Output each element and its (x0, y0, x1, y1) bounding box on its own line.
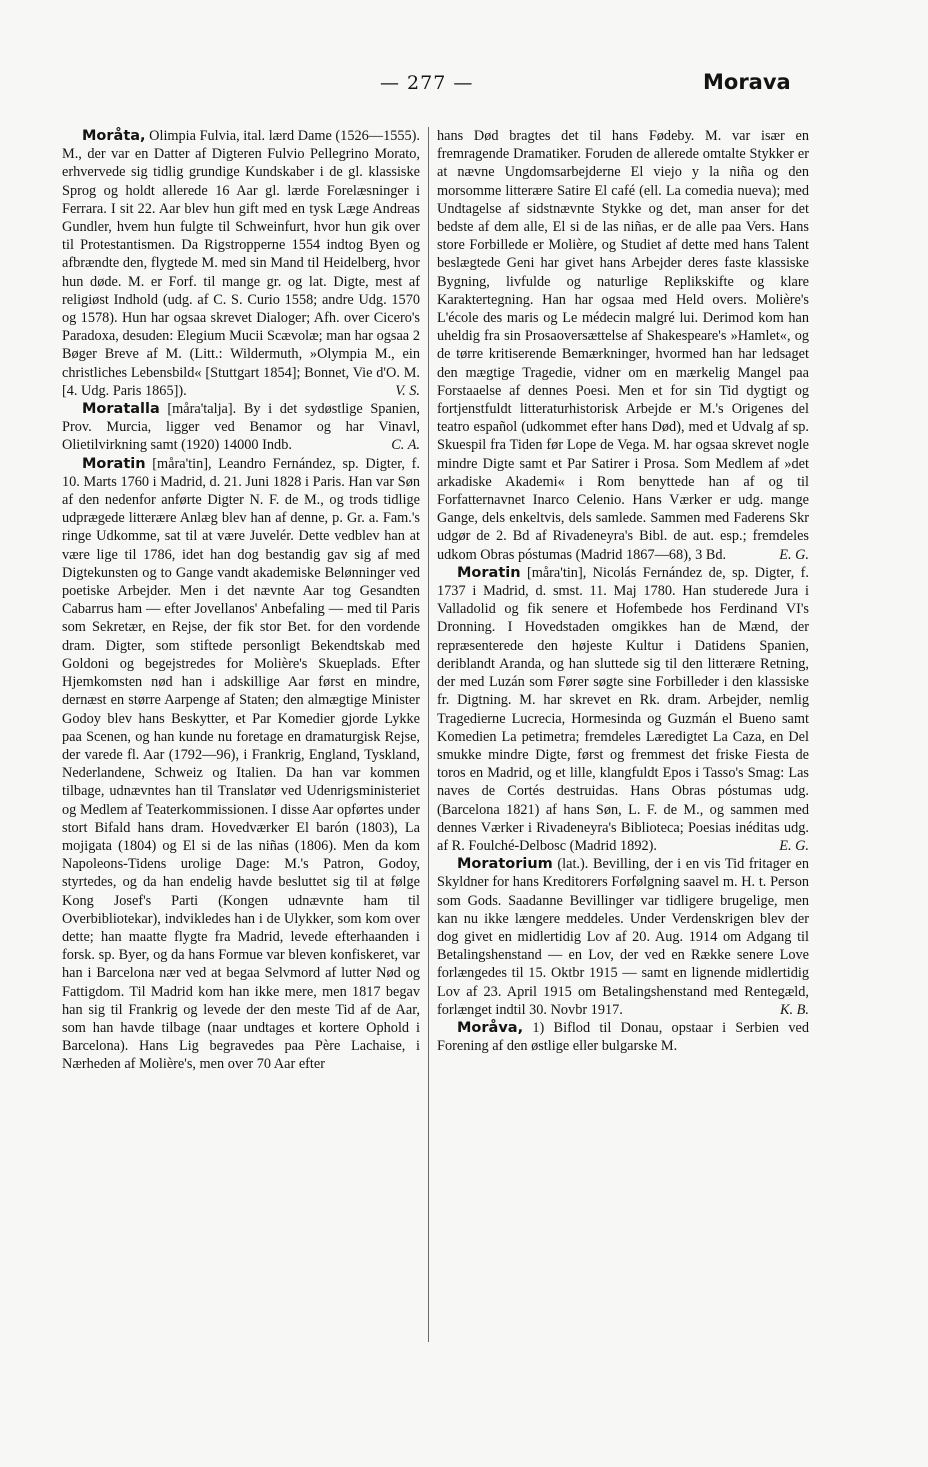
entry-headword: Moratorium (457, 856, 553, 873)
entry-signature: E. G. (779, 546, 809, 563)
entry-headword: Moratin (82, 455, 146, 472)
entry-headword: Moråta, (82, 128, 146, 144)
entry-text: (lat.). Bevilling, der i en vis Tid fritager en Skyldner for hans Kreditorers Forfølgning saavel m. H. t. Person som Gods. Saadanne Bevillinger var tidligere brugelige, men kan nu ikke længere meddeles. Under Verdenskrigen blev der dog givet en midlertidig Lov af 20. Aug. 1914 om Adgang til Betalingshenstand — en Lov, der ved en Række senere Love forlængedes til 15. Oktbr 1915 — samt en lignende midlertidig Lov af 23. April 1915 om Betalingshenstand med Rentegæld, forlænget indtil 30. Novbr 1917. (437, 856, 809, 1018)
page-number: — 277 — (380, 72, 474, 94)
entry-moratorium (437, 855, 809, 1019)
entry-moratin-nicolas (437, 564, 809, 855)
entry-text: [måra'tin], Nicolás Fernández de, sp. Digter, f. 1737 i Madrid, d. smst. 11. Maj 1780. Han studerede Jura i Valladolid og fik senere et Hofembede hos Ferdinand VI's Dronning. I Hovedstaden omgikkes han de Mænd, der repræsenterede den højeste Kultur i Datidens Spanien, deriblandt Aranda, og han sluttede sig til den litterære Retning, der med Luzán som Fører søgte sine Forbilleder i den klassiske fr. Digtning. M. har skrevet en Rk. dram. Arbejder, nemlig Tragedierne Lucrecia, Hormesinda og Guzmán el Bueno samt Komedien La petimetra; fremdeles Læredigtet La Caza, en Del smukke mindre Digte, først og fremmest det friske Fiesta de toros en Madrid, og et lille, klangfuldt Epos i Tasso's Smag: Las naves de Cortés destruidas. Hans Obras póstumas udg. (Barcelona 1821) af hans Søn, L. F. de M., og sammen med dennes Værker i Rivadeneyra's Biblioteca; Poesias inéditas udg. af R. Foulché-Delbosc (Madrid 1892). (437, 564, 809, 854)
entry-signature: C. A. (391, 437, 420, 454)
column-divider (428, 127, 429, 1342)
entry-signature: V. S. (395, 382, 420, 399)
entry-headword: Moråva, (457, 1019, 524, 1036)
entry-text: [måra'talja]. By i det sydøstlige Spanien, Prov. Murcia, ligger ved Benamor og har Vinavl, Olietilvirkning samt (1920) 14000 Indb. (62, 401, 420, 454)
entry-signature: E. G. (779, 837, 809, 854)
entry-text: 1) Biflod til Donau, opstaar i Serbien ved Forening af den østlige eller bulgarske M. (437, 1019, 809, 1055)
entry-headword: Moratalla (82, 401, 160, 418)
entry-text: Olimpia Fulvia, ital. lærd Dame (1526—1555). M., der var en Datter af Digteren Fulvio Pellegrino Morato, erhvervede sig tidlig grundige Kundskaber i de gl. klassiske Sprog og holdt allerede 16 Aar gl. lærde Forelæsninger i Ferrara. I sit 22. Aar blev hun gift med en tysk Læge Andreas Gundler, hvem hun fulgte til Schweinfurt, hvor hun gik over til Protestantismen. Da Rigstropperne 1554 indtog Byen og afbrændte den, flygtede M. med sin Mand til Heidelberg, hvor hun døde. M. er Forf. til mange gr. og lat. Digte, mest af religiøst Indhold (udg. af C. S. Curio 1558; andre Udg. 1570 og 1578). Hun har ogsaa skrevet Dialoger; Afh. over Cicero's Paradoxa, desuden: Elegium Mucii Scævolæ; man har ogsaa 2 Bøger Breve af M. (Litt.: Wildermuth, »Olympia M., ein christliches Lebensbild« [Stuttgart 1854]; Bonnet, Vie d'O. M. [4. Udg. Paris 1865]). (62, 128, 420, 399)
left-column (62, 127, 420, 1074)
entry-text: [måra'tin], Leandro Fernández, sp. Digter, f. 10. Marts 1760 i Madrid, d. 21. Juni 1828 i Paris. Han var Søn af den nedenfor anførte Digter N. F. de M., og trods tidlige udprægede litterære Anlæg blev han af denne, p. Gr. a. Fam.'s ringe Udkomme, sat til at være Juvelér. Dette vedblev han at være lige til 1786, idet han dog bestandig gav sig af med Digtekunsten og to Gange vandt akademiske Belønninger ved poetiske Arbejder. Men i det nævnte Aar tog Gesandten Cabarrus ham — efter Jovellanos' Anbefaling — med til Paris som Sekretær, en Rejse, der fik stor Bet. for den vordende dram. Digter, som stiftede personligt Bekendtskab med Goldoni og begejstredes for Molière's Skueplads. Efter Hjemkomsten nød han i adskillige Aar først en mindre, dernæst en større Aarpenge af Staten; den almægtige Minister Godoy blev hans Beskytter, et Par Komedier gjorde Lykke paa Scenen, og han kunde nu foretage en dramaturgisk Rejse, der varede fl. Aar (1792—96), i Frankrig, England, Tyskland, Nederlandene, Schweiz og Italien. Da han var kommen tilbage, udnævntes han til Translatør ved Udenrigsministeriet og Medlem af Teaterkommissionen. I disse Aar opførtes under stort Bifald hans dram. Hovedværker El barón (1803), La mojigata (1804) og El si de las niñas (1806). Men da kom Napoleons-Tidens urolige Dage: M.'s Patron, Godoy, styrtedes, og da han endelig havde besluttet sig til at følge Kong Josef's Parti (Kongen udnævnte ham til Overbibliotekar), indvikledes han i de Ulykker, som kom over dette; han maatte flygte fra Madrid, levede efterhaanden i forsk. sp. Byer, og da hans Formue var bleven konfiskeret, var han i Barcelona nær ved at begaa Selvmord af lutter Nød og Fattigdom. Til Madrid kom han ikke mere, men 1817 begav han sig til Frankrig og levede der den meste Tid af de Aar, som han havde tilbage (naar undtages et kortere Ophold i Barcelona). Hans Lig begravedes paa Père Lachaise, i Nærheden af Molière's, men over 70 Aar efter (62, 455, 420, 1073)
entry-morata (62, 127, 420, 400)
entry-moratin-leandro (62, 455, 420, 1074)
entry-headword: Moratin (457, 564, 521, 581)
right-column (437, 127, 809, 1055)
entry-moratin-leandro-continued (437, 127, 809, 564)
entry-signature: K. B. (780, 1001, 809, 1018)
entry-text: hans Død bragtes det til hans Fødeby. M. var især en fremragende Dramatiker. Foruden de allerede omtalte Stykker er at nævne Ungdomsarbejderne El viejo y la niña og den morsomme litterære Satire El café (ell. La comedia nueva); med Undtagelse af sidstnævnte Stykke og det, man anser for det bedste af dem alle, El si de las niñas, er de alle paa Vers. Hans store Forbillede er Molière, og Studiet af dette med hans Talent beslægtede Geni har givet hans Arbejder deres faste klassiske Bygning, livfulde og naturlige Replikskifte og klare Karaktertegning. Han har ogsaa med Held overs. Molière's L'école des maris og Le médecin malgré lui. Derimod kom han uheldig fra sin Prosaoversættelse af Shakespeare's »Hamlet«, og de tørre kritiserende Bemærkninger, hvormed han har ledsaget den mægtige Tragedie, vidner om en mærkelig Mangel paa Forstaaelse af dennes Poesi. Men et for sin Tid dygtigt og fortjenstfuldt litteraturhistorisk Arbejde er M.'s Origenes del teatro español (udkommet efter hans Død), med et Udvalg af sp. Skuespil fra Tiden før Lope de Vega. M. har ogsaa skrevet nogle mindre Digte samt et Par Satirer i Prosa. Som Medlem af »det arkadiske Akademi« i Rom benyttede han af og til Forfatternavnet Inarco Celenio. Hans Værker er udg. mange Gange, dels enkeltvis, dels samlede. Sammen med Faderens Skr udgør de 2. Bd af Rivadeneyra's Bibl. de aut. esp.; fremdeles udkom Obras póstumas (Madrid 1867—68), 3 Bd. (437, 128, 809, 563)
running-head: Morava (703, 70, 791, 94)
page-header (0, 70, 928, 106)
entry-morava (437, 1019, 809, 1055)
entry-moratalla (62, 400, 420, 455)
